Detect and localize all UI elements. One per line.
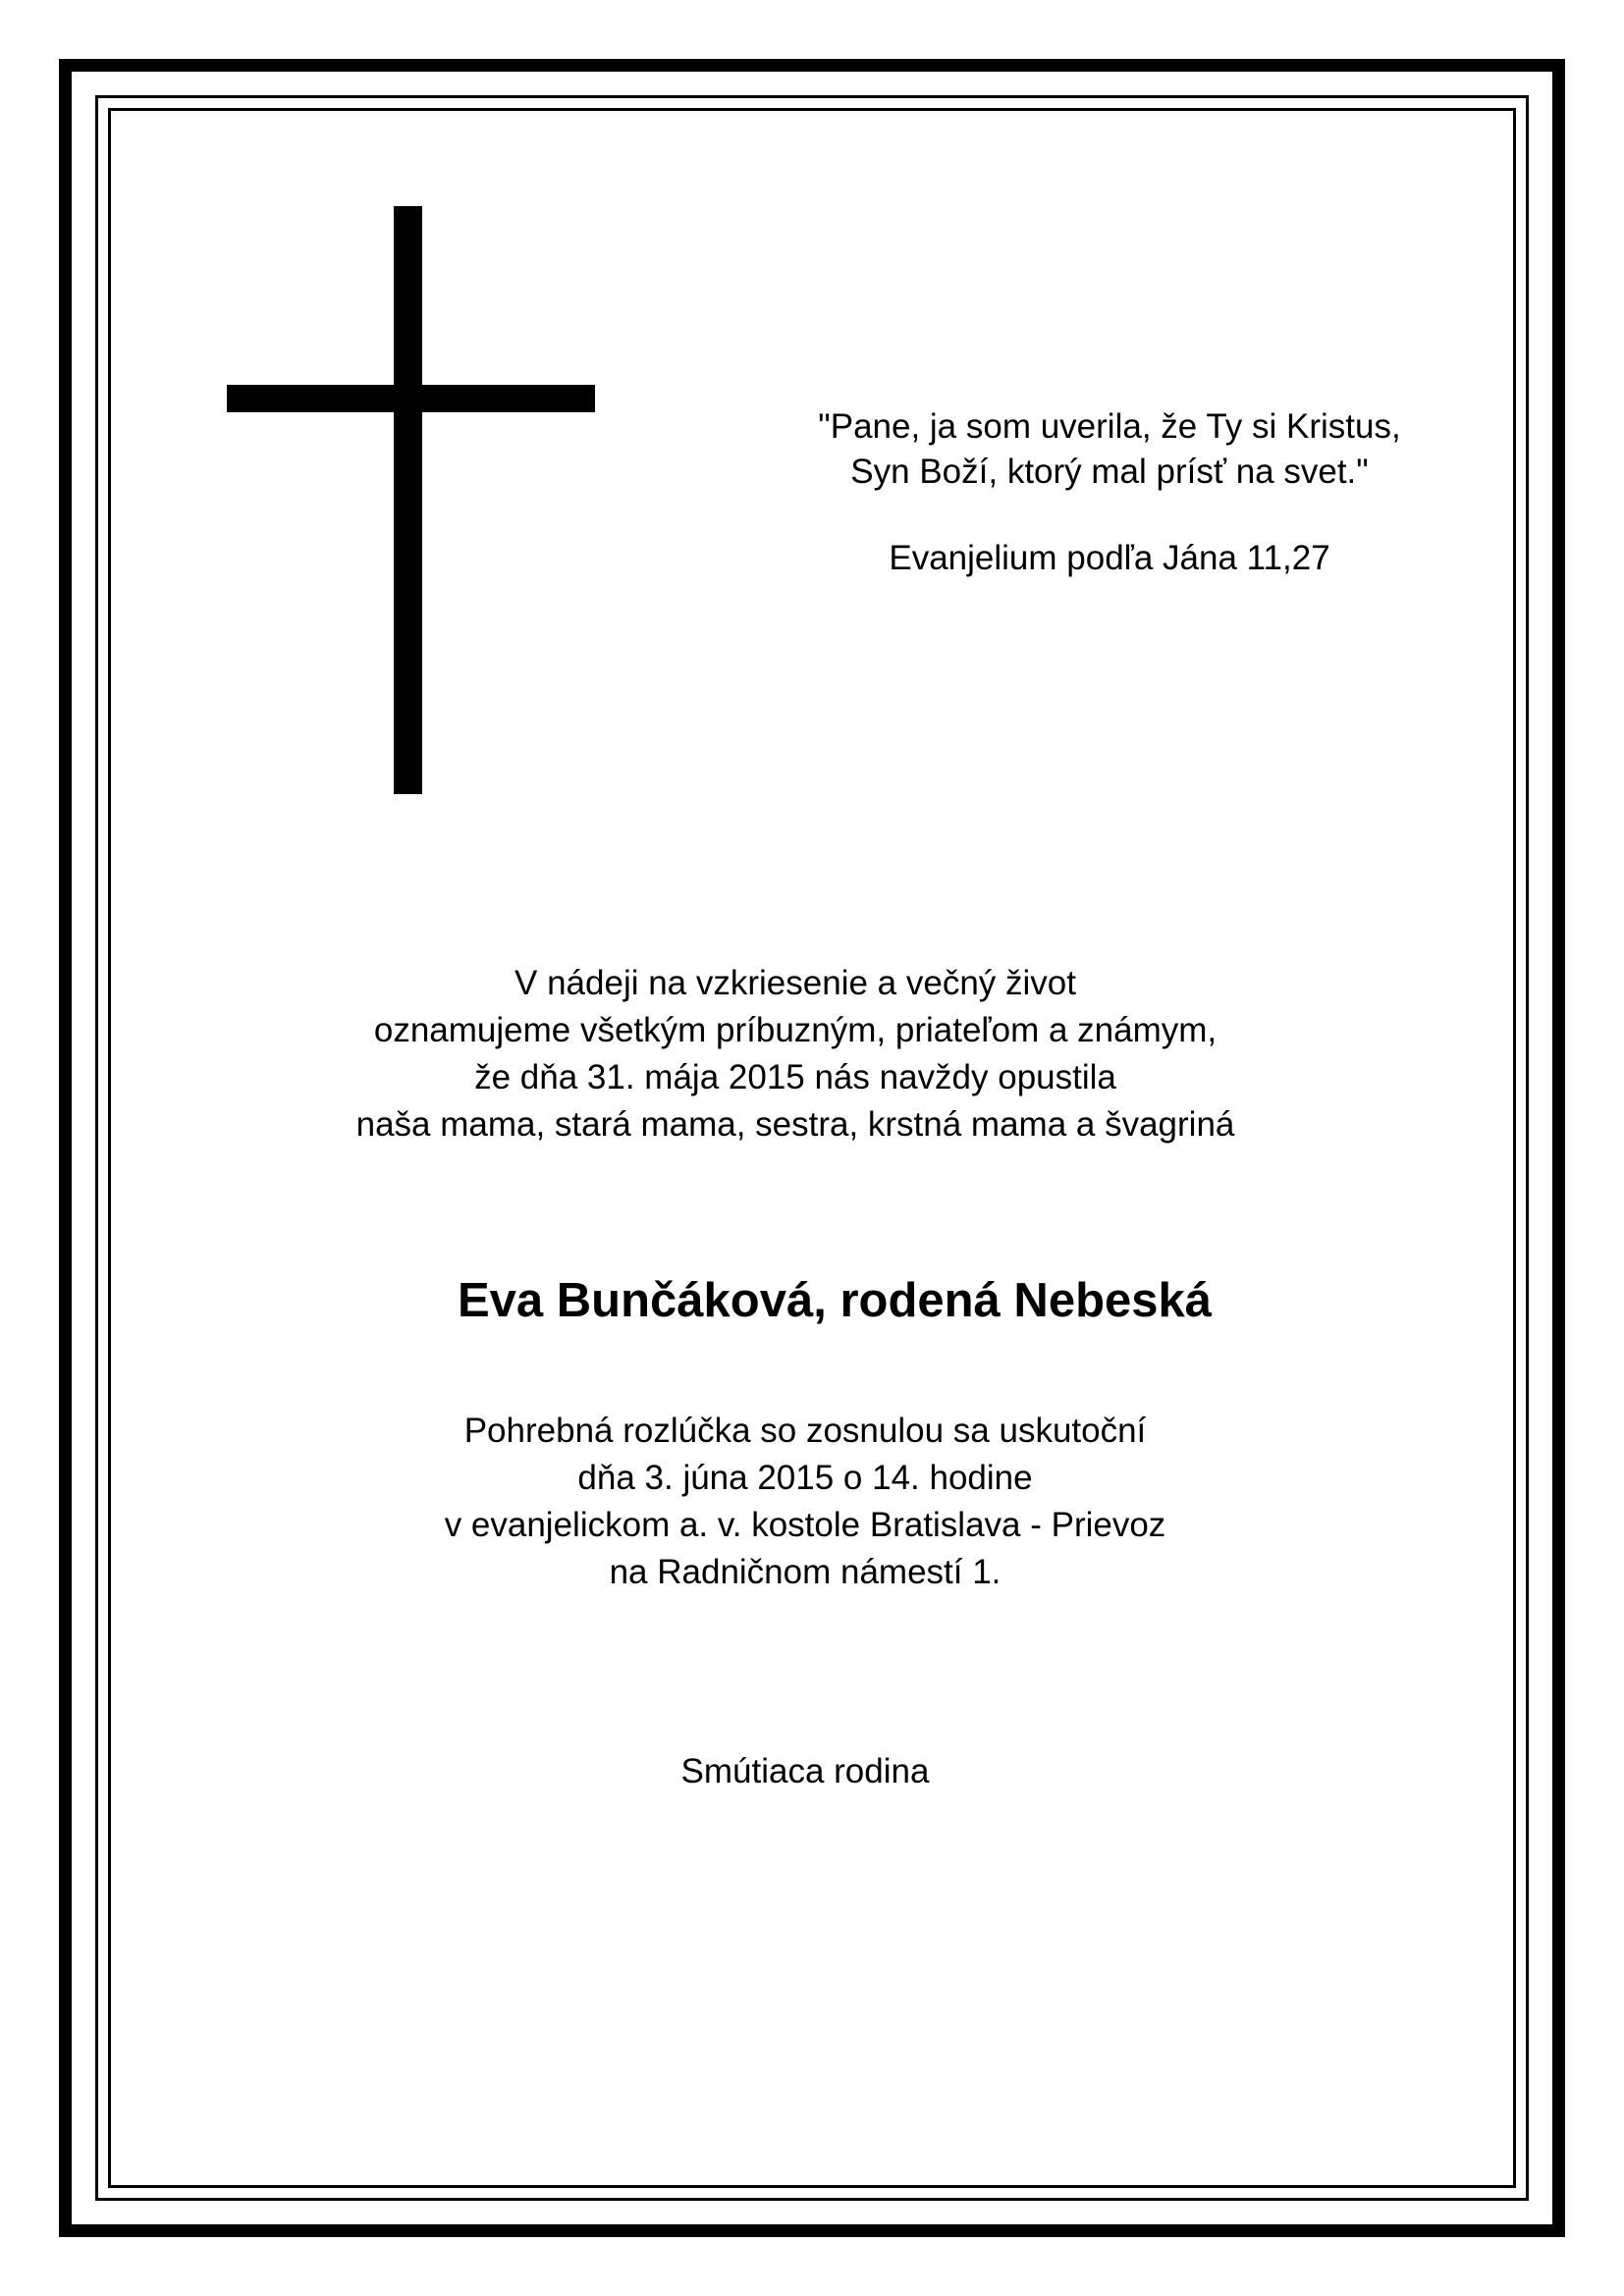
quote-line: Syn Boží, ktorý mal prísť na svet."	[850, 453, 1369, 491]
funeral-details	[216, 1408, 1394, 1596]
quote-source: Evanjelium podľa Jána 11,27	[889, 539, 1330, 577]
announcement-line: oznamujeme všetkým príbuzným, priateľom a známym,	[373, 1011, 1218, 1049]
deceased-name: Eva Bunčáková, rodená Nebeská	[457, 1274, 1213, 1327]
funeral-line: na Radničnom námestí 1.	[609, 1553, 1001, 1591]
signature: Smútiaca rodina	[680, 1752, 930, 1790]
death-announcement	[196, 960, 1394, 1148]
announcement-line: V nádeji na vzkriesenie a večný život	[514, 964, 1076, 1002]
cross-horizontal-bar	[227, 385, 595, 412]
announcement-line: že dňa 31. mája 2015 nás navždy opustila	[474, 1058, 1116, 1096]
bible-quote	[727, 404, 1492, 581]
funeral-line: dňa 3. júna 2015 o 14. hodine	[577, 1459, 1033, 1497]
announcement-line: naša mama, stará mama, sestra, krstná mama a švagriná	[355, 1105, 1235, 1144]
cross-vertical-bar	[394, 206, 422, 794]
funeral-line: Pohrebná rozlúčka so zosnulou sa uskutoční	[463, 1412, 1147, 1450]
funeral-line: v evanjelickom a. v. kostole Bratislava - Prievoz	[444, 1506, 1166, 1544]
quote-line: "Pane, ja som uverila, že Ty si Kristus,	[818, 407, 1401, 446]
